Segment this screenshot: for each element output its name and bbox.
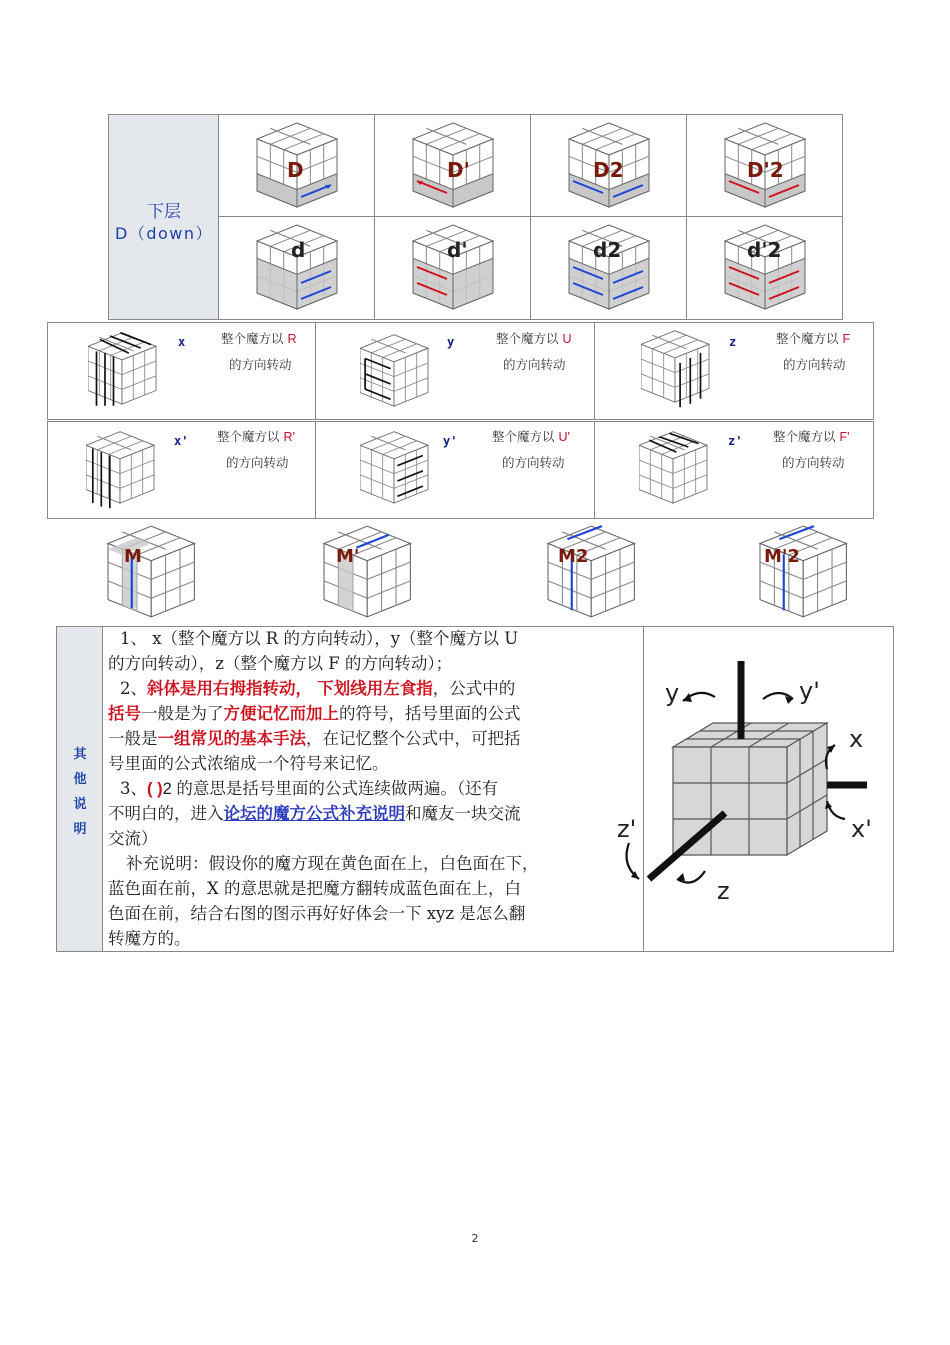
cube-D-icon (219, 115, 375, 217)
rotation-label-y: y (447, 335, 455, 349)
note-line-6: 号里面的公式浓缩成一个符号来记忆。 (108, 754, 389, 773)
axis-label-x: x (849, 725, 864, 753)
cube-dprime-icon (375, 217, 531, 319)
axis-label-z: z (717, 877, 730, 905)
rotation-label-zprime: z' (728, 434, 743, 448)
cube-Mprime2-icon (758, 522, 854, 620)
note-line-13: 转魔方的。 (108, 929, 191, 948)
cube-Dprime-icon (375, 115, 531, 217)
svg-text:M': M' (336, 546, 360, 567)
rotation-cell-yprime (316, 422, 595, 518)
d-layer-title-zh: 下层 (147, 202, 181, 222)
svg-text:M'2: M'2 (764, 546, 800, 567)
rotation-desc-yprime-a: 整个魔方以 (492, 429, 555, 444)
svg-text:d: d (291, 238, 306, 262)
svg-text:M2: M2 (558, 546, 589, 567)
cube-x-icon (88, 331, 160, 413)
note-line-8: 不明白的，进入论坛的魔方公式补充说明和魔友一块交流 (108, 804, 521, 823)
rotation-desc-z-b: 的方向转动 (783, 357, 846, 372)
rotation-label-x: x (178, 335, 186, 349)
cube-yprime-icon (360, 430, 432, 512)
xyz-axes-diagram (613, 657, 883, 917)
rotation-table-2 (47, 421, 874, 519)
svg-text:D: D (287, 158, 304, 182)
axis-label-y: y (665, 679, 680, 707)
svg-text:D2: D2 (593, 158, 624, 182)
cube-dprime2-icon (687, 217, 843, 319)
svg-text:D'2: D'2 (747, 158, 784, 182)
rotation-face-z: F (842, 332, 851, 346)
note-line-5: 一般是一组常见的基本手法，在记忆整个公式中，可把括 (108, 729, 521, 748)
move-cell-dprime (375, 217, 531, 319)
notes-side-char-1: 其 (73, 747, 87, 762)
rotation-desc-zprime-a: 整个魔方以 (773, 429, 836, 444)
rotation-cell-z (595, 323, 873, 419)
move-cell-d (219, 217, 375, 319)
m-layer-row (106, 522, 906, 618)
rotation-label-z: z (729, 335, 737, 349)
note-line-10: 补充说明：假设你的魔方现在黄色面在上，白色面在下， (126, 854, 539, 873)
notes-side-char-3: 说 (73, 797, 87, 812)
svg-text:d': d' (447, 238, 468, 262)
move-cell-D (219, 115, 375, 217)
notes-side-char-2: 他 (73, 772, 87, 787)
rotation-face-y: U (562, 332, 572, 346)
move-cell-D2 (531, 115, 687, 217)
rotation-face-xprime: R' (283, 430, 295, 444)
rotation-face-yprime: U' (558, 430, 570, 444)
rotation-desc-z-a: 整个魔方以 (776, 331, 839, 346)
rotation-desc-x-b: 的方向转动 (229, 357, 292, 372)
note-line-1: 1、 x（整个魔方以 R 的方向转动），y（整个魔方以 U (120, 629, 519, 648)
cube-D2-icon (531, 115, 687, 217)
move-cell-Dprime (375, 115, 531, 217)
notes-side-char-4: 明 (73, 822, 87, 837)
rotation-desc-y-a: 整个魔方以 (496, 331, 559, 346)
rotation-desc-xprime-a: 整个魔方以 (217, 429, 280, 444)
cube-y-icon (360, 333, 432, 415)
rotation-cell-x (48, 323, 316, 419)
notes-text (104, 627, 644, 951)
forum-formula-link[interactable]: 论坛的魔方公式补充说明 (223, 804, 405, 823)
rotation-face-zprime: F' (839, 430, 850, 444)
rotation-cell-xprime (48, 422, 316, 518)
svg-text:d2: d2 (593, 238, 622, 262)
move-cell-Dprime2 (687, 115, 843, 217)
rotation-desc-x-a: 整个魔方以 (221, 331, 284, 346)
rotation-cell-zprime (595, 422, 873, 518)
note-line-9: 交流） (108, 829, 158, 848)
rotation-desc-zprime-b: 的方向转动 (782, 455, 845, 470)
rotation-table-1 (47, 322, 874, 420)
notes-side-header (57, 627, 103, 951)
svg-text:M: M (124, 546, 142, 567)
cube-zprime-icon (639, 430, 711, 512)
note-line-3: 2、斜体是用右拇指转动， 下划线用左食指，公式中的 (120, 679, 516, 698)
note-line-4: 括号一般是为了方便记忆而加上的符号，括号里面的公式 (108, 704, 521, 723)
rotation-desc-xprime-b: 的方向转动 (226, 455, 289, 470)
rotation-cell-y (316, 323, 595, 419)
rotation-desc-yprime-b: 的方向转动 (502, 455, 565, 470)
svg-text:D': D' (447, 158, 470, 182)
cube-Mprime-icon (322, 522, 418, 620)
cube-d2-icon (531, 217, 687, 319)
svg-text:d'2: d'2 (747, 238, 782, 262)
cube-M-icon (106, 522, 202, 620)
d-layer-header (109, 115, 219, 319)
rotation-label-yprime: y' (443, 434, 458, 448)
move-cell-dprime2 (687, 217, 843, 319)
cube-xprime-icon (86, 430, 158, 512)
cube-M2-icon (546, 522, 642, 620)
note-line-11: 蓝色面在前，X 的意思就是把魔方翻转成蓝色面在上，白 (108, 879, 521, 898)
axis-label-x-prime: x' (851, 815, 872, 843)
d-layer-table (108, 114, 843, 320)
cube-z-icon (641, 329, 713, 411)
page-number: 2 (471, 1232, 479, 1245)
rotation-desc-y-b: 的方向转动 (503, 357, 566, 372)
cube-Dprime2-icon (687, 115, 843, 217)
rotation-face-x: R (287, 332, 297, 346)
axis-label-y-prime: y' (799, 677, 820, 705)
move-cell-d2 (531, 217, 687, 319)
note-line-7: 3、( )2 的意思是括号里面的公式连续做两遍。（还有 (120, 779, 499, 798)
axis-label-z-prime: z' (617, 815, 637, 843)
notes-table (56, 626, 894, 952)
cube-d-icon (219, 217, 375, 319)
d-layer-title-en: D（down） (115, 224, 213, 243)
note-line-12: 色面在前，结合右图的图示再好好体会一下 xyz 是怎么翻 (108, 904, 526, 923)
rotation-label-xprime: x' (174, 434, 189, 448)
note-line-2: 的方向转动），z（整个魔方以 F 的方向转动）； (108, 654, 453, 673)
